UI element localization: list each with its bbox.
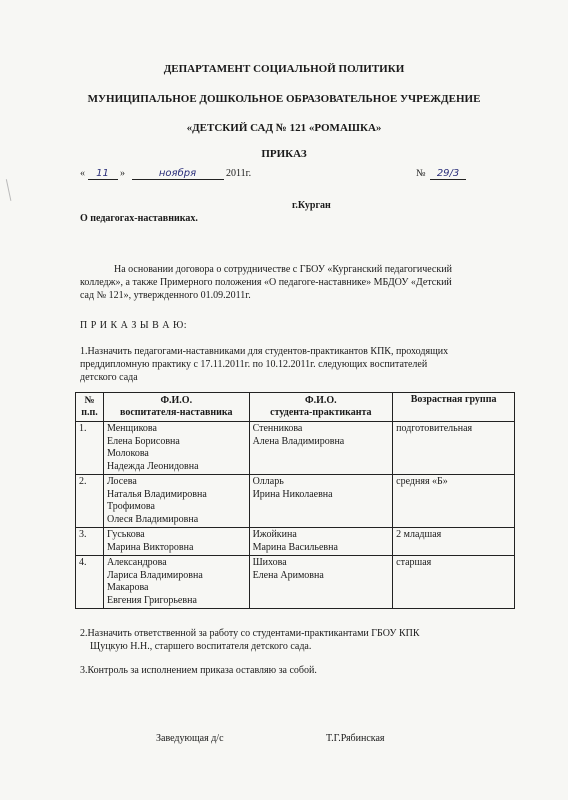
- row-number: 3.: [76, 528, 104, 556]
- order-word: П Р И К А З Ы В А Ю:: [80, 320, 188, 331]
- number-prefix: №: [416, 168, 426, 179]
- signature-name: Т.Г.Рябинская: [326, 733, 385, 744]
- city: г.Курган: [292, 200, 331, 211]
- table-row: [76, 422, 515, 475]
- header-age-group: Возрастная группа: [393, 393, 515, 422]
- item-2: [80, 627, 520, 653]
- intro-paragraph: [80, 263, 520, 302]
- student-cell: Стенникова Алена Владимировна: [249, 422, 393, 475]
- header-number: № п.п.: [76, 393, 104, 422]
- item-1-line: преддипломную практику с 17.11.2011г. по 10.12.2011г. следующих воспитателей: [80, 359, 428, 370]
- item-1: [80, 345, 520, 384]
- subject-line: О педагогах-наставниках.: [80, 213, 198, 224]
- intro-line: колледж», а также Примерного положения «О педагоге-наставнике» МБДОУ «Детский: [80, 277, 452, 288]
- student-cell: Шихова Елена Аримовна: [249, 556, 393, 609]
- number-value: 29/3: [430, 168, 466, 180]
- mentor-cell: Лосева Наталья Владимировна Трофимова Олеся Владимировна: [103, 475, 249, 528]
- date-line: [80, 168, 251, 180]
- signature-position: Заведующая д/с: [156, 733, 224, 744]
- doc-type-title: ПРИКАЗ: [261, 148, 307, 160]
- table-header-row: [76, 393, 515, 422]
- mentor-cell: Менщикова Елена Борисовна Молокова Надежда Леонидовна: [103, 422, 249, 475]
- table-row: [76, 556, 515, 609]
- mentors-table: [75, 392, 515, 609]
- order-number: [416, 168, 466, 180]
- student-cell: Ижойкина Марина Васильевна: [249, 528, 393, 556]
- department-heading: ДЕПАРТАМЕНТ СОЦИАЛЬНОЙ ПОЛИТИКИ: [163, 63, 405, 75]
- institution-heading: МУНИЦИПАЛЬНОЕ ДОШКОЛЬНОЕ ОБРАЗОВАТЕЛЬНОЕ УЧРЕЖДЕНИЕ: [87, 93, 481, 105]
- item-2-line: 2.Назначить ответственной за работу со студентами-практикантами ГБОУ КПК: [80, 628, 420, 639]
- intro-line: На основании договора о сотрудничестве с ГБОУ «Курганский педагогический: [114, 264, 452, 275]
- item-1-line: детского сада: [80, 372, 138, 383]
- row-number: 4.: [76, 556, 104, 609]
- mentor-cell: Александрова Лариса Владимировна Макарова Евгения Григорьевна: [103, 556, 249, 609]
- row-number: 1.: [76, 422, 104, 475]
- date-open-quote: «: [80, 168, 85, 179]
- row-number: 2.: [76, 475, 104, 528]
- item-3: 3.Контроль за исполнением приказа оставляю за собой.: [80, 665, 317, 676]
- group-cell: подготовительная: [393, 422, 515, 475]
- date-month: ноября: [132, 168, 224, 180]
- header-student: Ф.И.О. студента-практиканта: [249, 393, 393, 422]
- group-cell: средняя «Б»: [393, 475, 515, 528]
- margin-mark: [6, 177, 21, 201]
- item-1-line: 1.Назначить педагогами-наставниками для студентов-практикантов КПК, проходящих: [80, 346, 449, 357]
- intro-line: сад № 121», утвержденного 01.09.2011г.: [80, 290, 251, 301]
- mentor-cell: Гуськова Марина Викторовна: [103, 528, 249, 556]
- date-close-quote: »: [120, 168, 125, 179]
- header-mentor: Ф.И.О. воспитателя-наставника: [103, 393, 249, 422]
- date-year: 2011г.: [226, 168, 252, 179]
- item-2-line: Щуцкую Н.Н., старшего воспитателя детского сада.: [90, 641, 312, 652]
- date-day: 11: [88, 168, 118, 180]
- group-cell: старшая: [393, 556, 515, 609]
- table-row: [76, 475, 515, 528]
- student-cell: Олларь Ирина Николаевна: [249, 475, 393, 528]
- kindergarten-heading: «ДЕТСКИЙ САД № 121 «РОМАШКА»: [186, 122, 382, 134]
- table-row: [76, 528, 515, 556]
- group-cell: 2 младшая: [393, 528, 515, 556]
